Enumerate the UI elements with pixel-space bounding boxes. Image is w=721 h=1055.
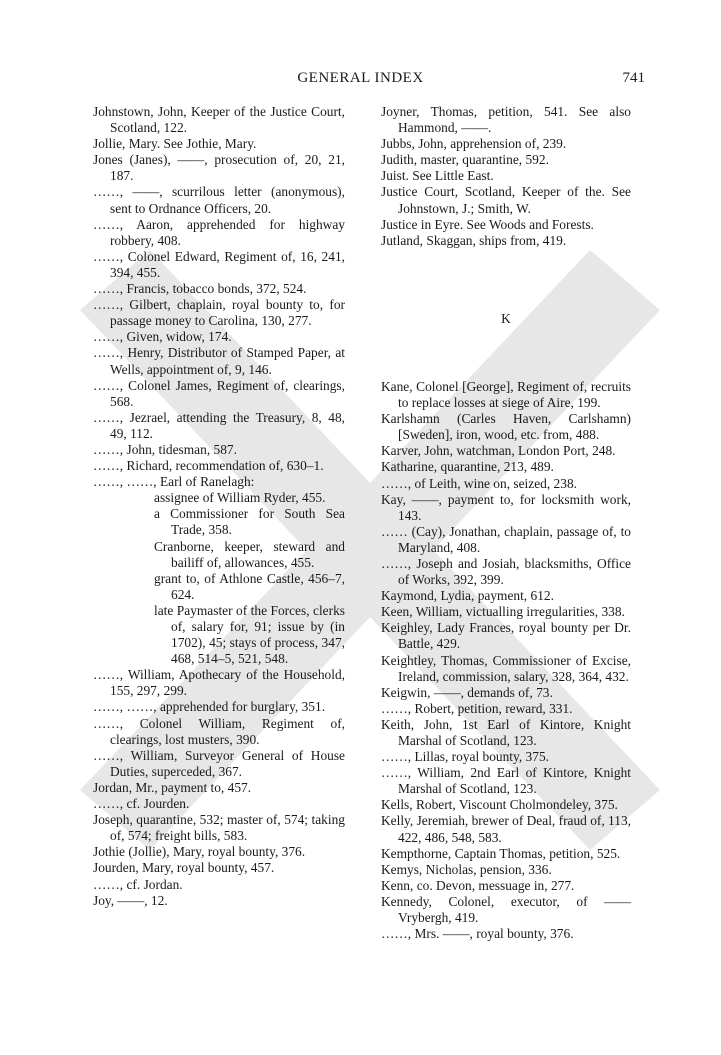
index-entry: Kay, ——, payment to, for locksmith work, 143. bbox=[381, 491, 631, 523]
index-entry: ……, cf. Jourden. bbox=[93, 796, 190, 812]
index-entry: ……, Aaron, apprehended for highway robbery, 408. bbox=[93, 216, 345, 248]
index-entry: Johnstown, John, Keeper of the Justice Court, Scotland, 122. bbox=[93, 104, 345, 136]
index-entry: ……, of Leith, wine on, seized, 238. bbox=[381, 475, 577, 491]
index-entry: ……, Gilbert, chaplain, royal bounty to, for passage money to Carolina, 130, 277. bbox=[93, 297, 345, 329]
index-entry: Karver, John, watchman, London Port, 248. bbox=[381, 443, 616, 459]
index-entry: Keen, William, victualling irregularities, 338. bbox=[381, 604, 625, 620]
index-entry: Jubbs, John, apprehension of, 239. bbox=[381, 136, 567, 152]
index-entry: Justice Court, Scotland, Keeper of the. See Johnstown, J.; Smith, W. bbox=[381, 184, 631, 216]
index-entry: Karlshamn (Carles Haven, Carlshamn) [Sweden], iron, wood, etc. from, 488. bbox=[381, 411, 631, 443]
right-column bbox=[381, 104, 631, 942]
index-entry: Justice in Eyre. See Woods and Forests. bbox=[381, 216, 594, 232]
index-entry: Kaymond, Lydia, payment, 612. bbox=[381, 588, 554, 604]
index-entry: ……, Colonel James, Regiment of, clearings, 568. bbox=[93, 377, 345, 409]
index-entry: ……, William, Apothecary of the Household, 155, 297, 299. bbox=[93, 667, 345, 699]
index-entry: Juist. See Little East. bbox=[381, 168, 494, 184]
index-entry: ……, Mrs. ——, royal bounty, 376. bbox=[381, 926, 574, 942]
index-entry: ……, John, tidesman, 587. bbox=[93, 441, 237, 457]
index-entry: Keighley, Lady Frances, royal bounty per Dr. Battle, 429. bbox=[381, 620, 631, 652]
index-entry: Kells, Robert, Viscount Cholmondeley, 375. bbox=[381, 797, 618, 813]
index-entry: Jothie (Jollie), Mary, royal bounty, 376. bbox=[93, 844, 306, 860]
index-entry: Keightley, Thomas, Commissioner of Excise, Ireland, commission, salary, 328, 364, 432. bbox=[381, 652, 631, 684]
index-entry: ……, Colonel Edward, Regiment of, 16, 241, 394, 455. bbox=[93, 248, 345, 280]
running-title: GENERAL INDEX bbox=[297, 70, 424, 86]
index-entry: Jollie, Mary. See Jothie, Mary. bbox=[93, 136, 257, 152]
index-entry: ……, William, Surveyor General of House Duties, superceded, 367. bbox=[93, 747, 345, 779]
index-entry: late Paymaster of the Forces, clerks of, salary for, 91; issue by (in 1702), 45; stays of process, 347, 468, 514–5, 521, 548. bbox=[154, 602, 345, 667]
j-entries bbox=[381, 104, 631, 249]
index-entry: a Commissioner for South Sea Trade, 358. bbox=[154, 506, 345, 538]
index-entry: Judith, master, quarantine, 592. bbox=[381, 152, 549, 168]
index-entry: Kempthorne, Captain Thomas, petition, 525. bbox=[381, 845, 621, 861]
index-entry: Joy, ——, 12. bbox=[93, 892, 168, 908]
index-entry: Kemys, Nicholas, pension, 336. bbox=[381, 861, 552, 877]
index-entry: Cranborne, keeper, steward and bailiff of, allowances, 455. bbox=[154, 538, 345, 570]
index-entry: Keigwin, ——, demands of, 73. bbox=[381, 684, 553, 700]
index-entry: Kelly, Jeremiah, brewer of Deal, fraud of, 113, 422, 486, 548, 583. bbox=[381, 813, 631, 845]
section-letter-k: K bbox=[501, 310, 511, 326]
index-entry: ……, Henry, Distributor of Stamped Paper, at Wells, appointment of, 9, 146. bbox=[93, 345, 345, 377]
left-column bbox=[93, 104, 345, 909]
k-entries bbox=[381, 379, 631, 942]
index-entry: ……, Francis, tobacco bonds, 372, 524. bbox=[93, 281, 307, 297]
index-entry: …… (Cay), Jonathan, chaplain, passage of, to Maryland, 408. bbox=[381, 523, 631, 555]
index-entry: Joseph, quarantine, 532; master of, 574; taking of, 574; freight bills, 583. bbox=[93, 812, 345, 844]
index-entry: Kennedy, Colonel, executor, of —— Vrybergh, 419. bbox=[381, 893, 631, 926]
index-entry: ……, Richard, recommendation of, 630–1. bbox=[93, 458, 324, 474]
index-entry: ……, cf. Jordan. bbox=[93, 876, 183, 892]
index-entry: Kane, Colonel [George], Regiment of, recruits to replace losses at siege of Aire, 199. bbox=[381, 378, 631, 411]
index-entry: ……, ——, scurrilous letter (anonymous), sent to Ordnance Officers, 20. bbox=[93, 184, 345, 216]
index-entry: Jutland, Skaggan, ships from, 419. bbox=[381, 232, 567, 248]
index-entry: Katharine, quarantine, 213, 489. bbox=[381, 459, 554, 475]
index-entry: ……, ……, apprehended for burglary, 351. bbox=[93, 699, 326, 715]
index-entry: Joyner, Thomas, petition, 541. See also Hammond, ——. bbox=[381, 104, 631, 136]
index-entry: ……, Lillas, royal bounty, 375. bbox=[381, 749, 549, 765]
index-entry: ……, ……, Earl of Ranelagh: bbox=[93, 474, 255, 490]
index-entry: assignee of William Ryder, 455. bbox=[154, 490, 326, 506]
index-entry: ……, Colonel William, Regiment of, clearings, lost musters, 390. bbox=[93, 715, 345, 747]
index-entry: ……, Joseph and Josiah, blacksmiths, Office of Works, 392, 399. bbox=[381, 555, 631, 588]
index-entry: ……, Jezrael, attending the Treasury, 8, 48, 49, 112. bbox=[93, 409, 345, 441]
index-entry: Keith, John, 1st Earl of Kintore, Knight Marshal of Scotland, 123. bbox=[381, 716, 631, 748]
index-entry: ……, Robert, petition, reward, 331. bbox=[381, 700, 573, 716]
index-entry: ……, Given, widow, 174. bbox=[93, 329, 232, 345]
index-entry: ……, William, 2nd Earl of Kintore, Knight Marshal of Scotland, 123. bbox=[381, 765, 631, 797]
index-entry: Jones (Janes), ——, prosecution of, 20, 21, 187. bbox=[93, 152, 345, 184]
index-entry: grant to, of Athlone Castle, 456–7, 624. bbox=[154, 570, 345, 602]
index-entry: Jordan, Mr., payment to, 457. bbox=[93, 779, 252, 795]
index-entry: Kenn, co. Devon, messuage in, 277. bbox=[381, 877, 575, 893]
page-number: 741 bbox=[622, 70, 645, 86]
page-header bbox=[0, 70, 721, 92]
index-entry: Jourden, Mary, royal bounty, 457. bbox=[93, 860, 275, 876]
